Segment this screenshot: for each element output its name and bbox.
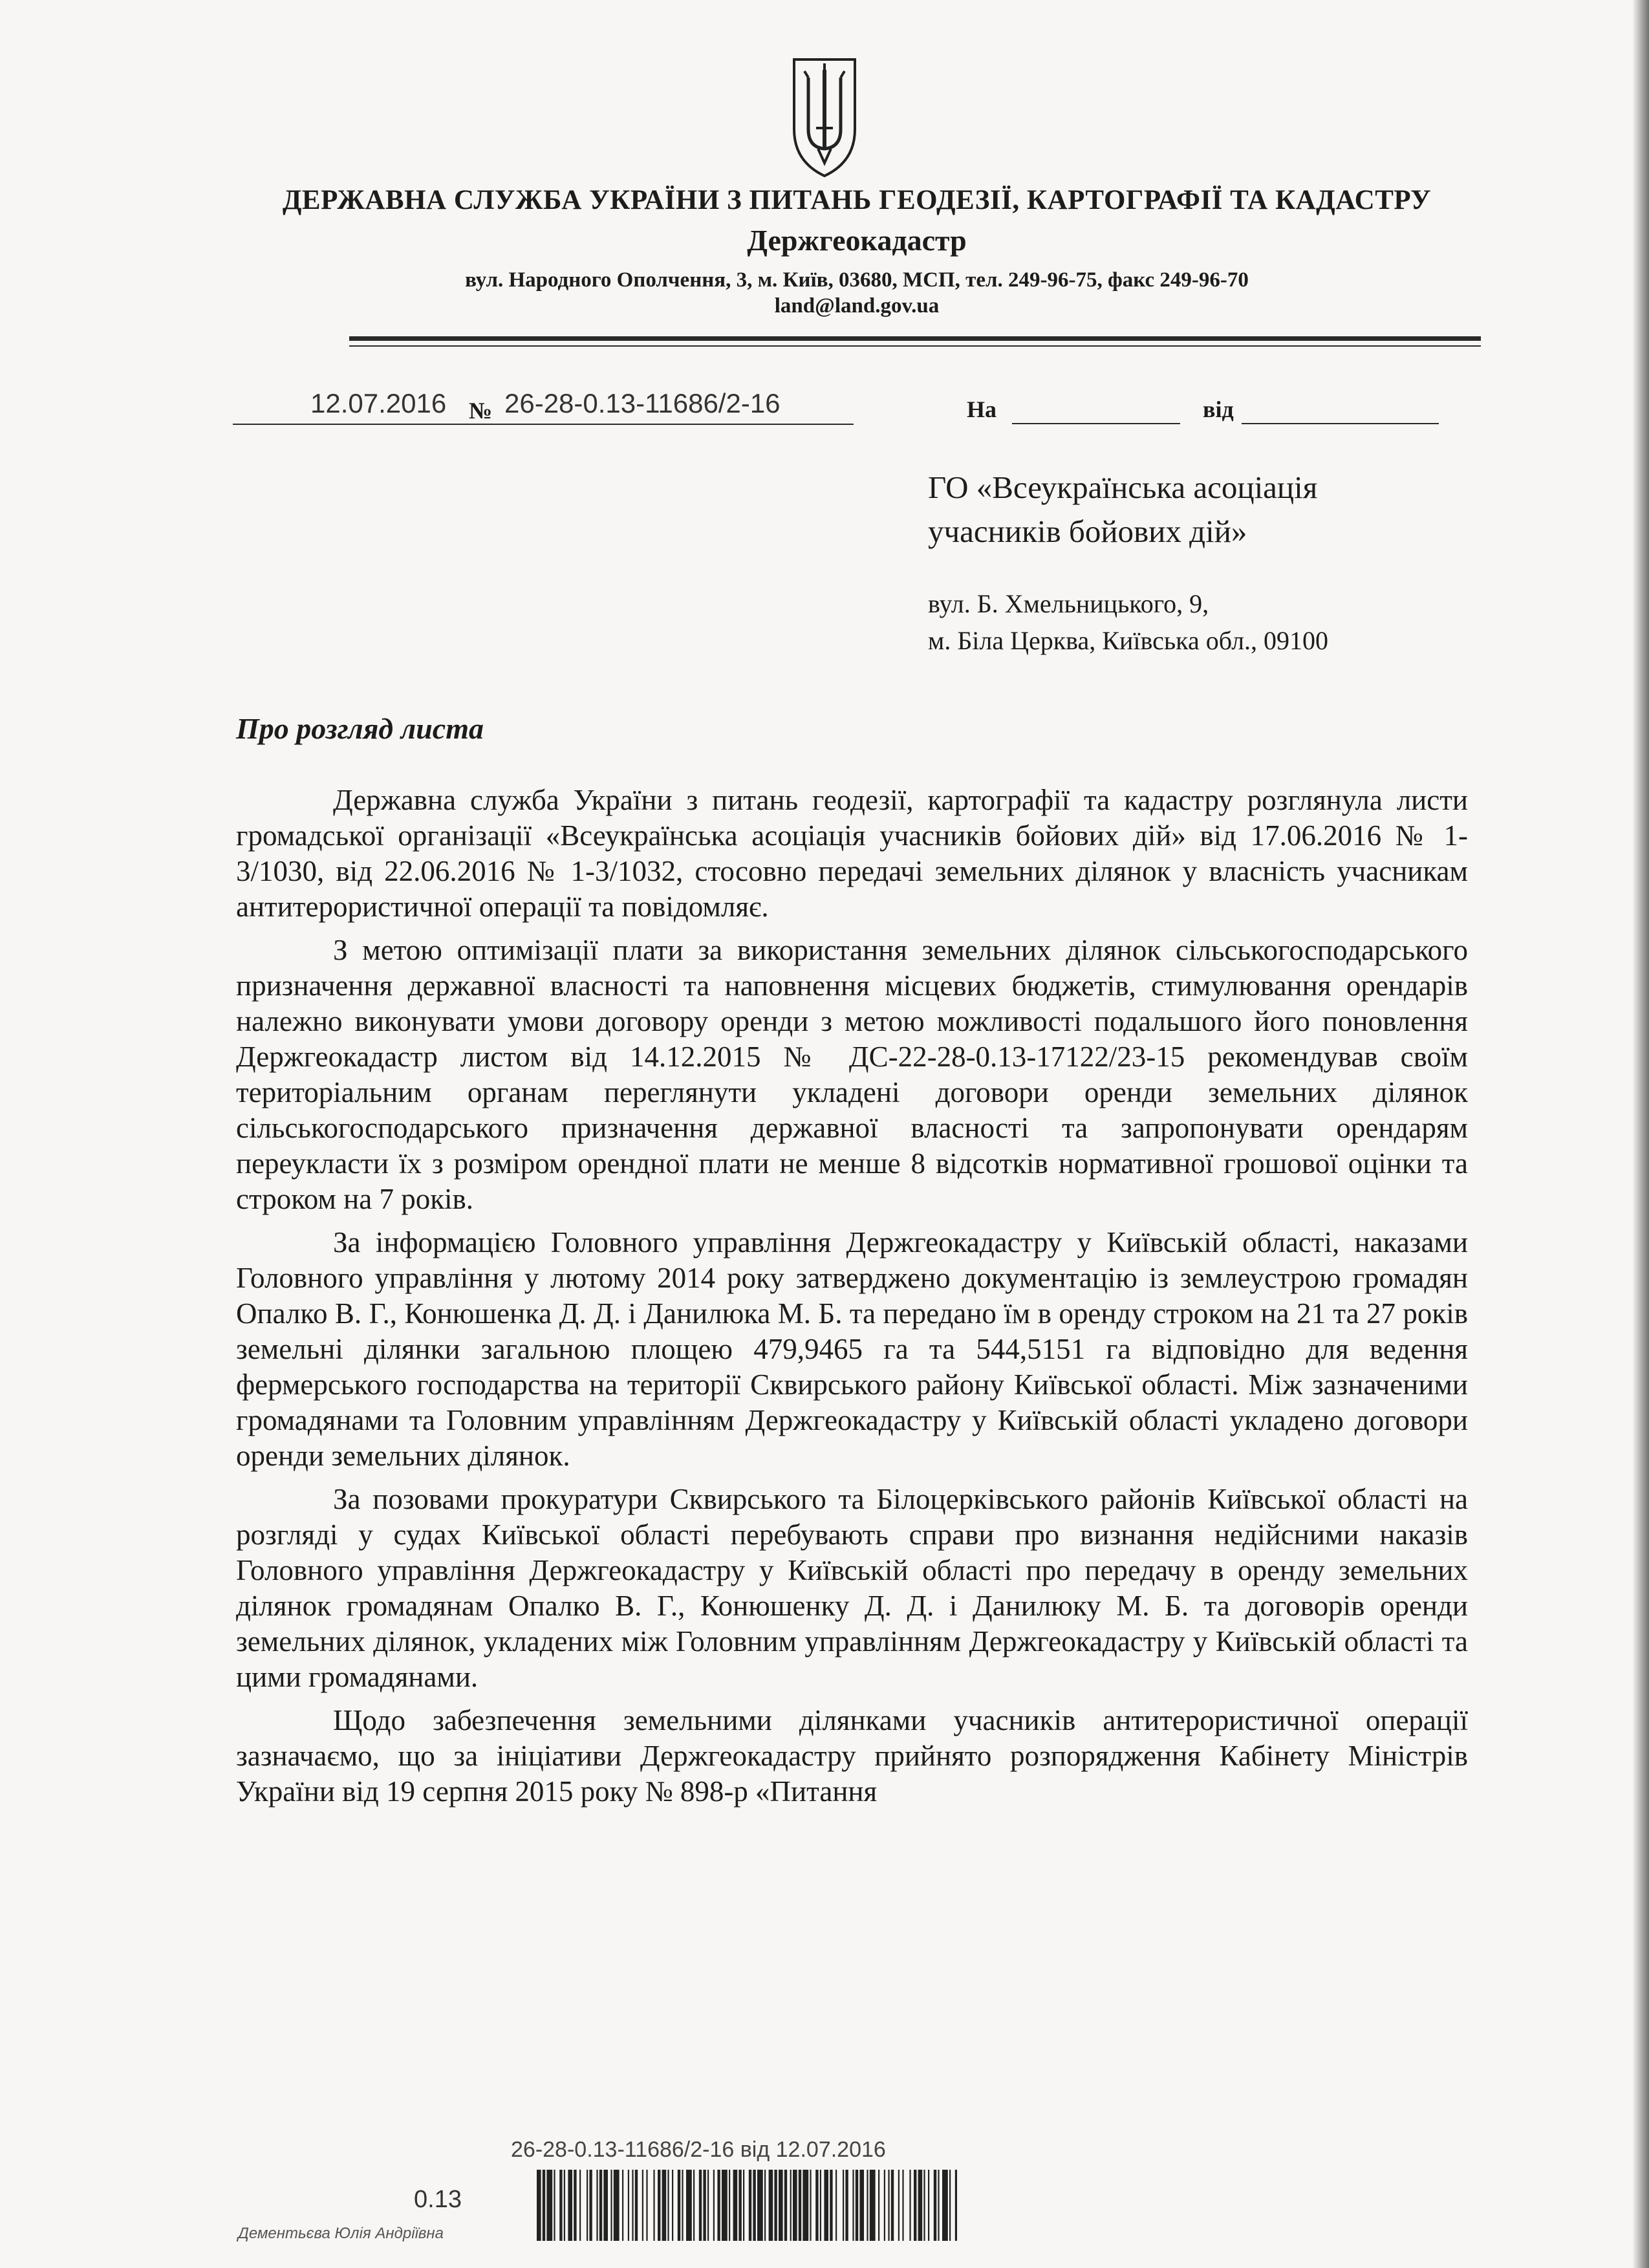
barcode-bar	[587, 2170, 588, 2241]
barcode-bar	[537, 2170, 541, 2241]
body-paragraph-5: Щодо забезпечення земельними ділянками учасників антитерористичної операції зазначаємо, що за ініціативи Держгеокадастру прийнято розпорядження Кабінету Міністрів України від 19 серпня 2015 року № 898-р «Питання	[236, 1704, 1468, 1808]
barcode-bar	[845, 2170, 848, 2241]
barcode-bar	[934, 2170, 936, 2241]
barcode-bar	[738, 2170, 741, 2241]
barcode-bar	[713, 2170, 715, 2241]
barcode-bar	[729, 2170, 730, 2241]
barcode-bar	[599, 2170, 602, 2241]
recipient-line-2: учасників бойових дій»	[928, 513, 1247, 549]
barcode-bar	[764, 2170, 766, 2241]
barcode-bar	[589, 2170, 592, 2241]
barcode-bar	[596, 2170, 598, 2241]
recipient-address-line-2: м. Біла Церква, Київська обл., 09100	[928, 626, 1329, 655]
barcode-bar	[628, 2170, 629, 2241]
barcode-bar	[902, 2170, 903, 2241]
na-blank-field	[1012, 423, 1180, 424]
barcode-bar	[672, 2170, 673, 2241]
barcode-bar	[622, 2170, 623, 2241]
barcode-bar	[543, 2170, 545, 2241]
barcode-bar	[546, 2170, 552, 2241]
barcode-bar	[803, 2170, 808, 2241]
barcode-bar	[784, 2170, 787, 2241]
barcode-bar	[568, 2170, 572, 2241]
barcode-bar	[820, 2170, 821, 2241]
barcode-bar	[938, 2170, 939, 2241]
barcode-bar	[810, 2170, 811, 2241]
barcode-bar	[928, 2170, 929, 2241]
barcode-bar	[693, 2170, 695, 2241]
registration-number: 26-28-0.13-11686/2-16	[504, 388, 781, 418]
barcode-bar	[835, 2170, 837, 2241]
barcode-bar	[878, 2170, 879, 2241]
barcode-bar	[632, 2170, 633, 2241]
vid-label: від	[1203, 396, 1234, 422]
footer-executor-name: Дементьєва Юлія Андріївна	[238, 2225, 444, 2242]
registration-date: 12.07.2016	[310, 388, 447, 418]
organization-email: land@land.gov.ua	[774, 294, 940, 318]
header-divider-thick	[349, 336, 1481, 341]
barcode-bar	[653, 2170, 654, 2241]
footer-registration-stamp: 26-28-0.13-11686/2-16 від 12.07.2016	[511, 2137, 886, 2162]
registration-underline	[233, 424, 854, 425]
barcode-bar	[870, 2170, 876, 2241]
barcode-bar	[884, 2170, 885, 2241]
barcode-bar	[574, 2170, 576, 2241]
barcode-bar	[859, 2170, 864, 2241]
trident-coat-of-arms-icon	[789, 52, 860, 181]
barcode-bar	[856, 2170, 858, 2241]
barcode-bar	[757, 2170, 763, 2241]
barcode-bar	[898, 2170, 900, 2241]
barcode-bar	[658, 2170, 660, 2241]
barcode-bar	[790, 2170, 792, 2241]
barcode-bar	[955, 2170, 957, 2241]
barcode-bar	[678, 2170, 680, 2241]
header-divider-thin	[349, 345, 1481, 347]
body-paragraph-1: Державна служба України з питань геодезії, картографії та кадастру розглянула листи громадської організації «Всеукраїнська асоціація учасників бойових дій» від 17.06.2016 № 1-3/1030, від 22.06.2016 № 1-3/1032, стосовно передачі земельних ділянок у власність учасникам антитерористичної операції та повідомляє.	[236, 784, 1468, 923]
barcode-bar	[554, 2170, 555, 2241]
barcode-bar	[579, 2170, 581, 2241]
barcode-bar	[703, 2170, 706, 2241]
letter-subject: Про розгляд листа	[236, 712, 484, 745]
barcode-bar	[610, 2170, 612, 2241]
barcode-bar	[717, 2170, 720, 2241]
barcode-icon	[537, 2170, 957, 2241]
barcode-bar	[774, 2170, 777, 2241]
recipient-line-1: ГО «Всеукраїнська асоціація	[928, 470, 1318, 505]
barcode-bar	[733, 2170, 738, 2241]
barcode-bar	[793, 2170, 797, 2241]
barcode-bar	[603, 2170, 608, 2241]
registration-number-sign: №	[469, 398, 493, 424]
barcode-bar	[753, 2170, 755, 2241]
barcode-bar	[852, 2170, 854, 2241]
recipient-address-line-1: вул. Б. Хмельницького, 9,	[928, 589, 1209, 618]
barcode-bar	[559, 2170, 562, 2241]
scan-edge-shadow	[1632, 0, 1649, 2268]
barcode-bar	[699, 2170, 702, 2241]
organization-name: ДЕРЖАВНА СЛУЖБА УКРАЇНИ З ПИТАНЬ ГЕОДЕЗІЇ, КАРТОГРАФІЇ ТА КАДАСТРУ	[282, 185, 1432, 215]
footer-department-code: 0.13	[414, 2186, 462, 2213]
letter-body	[236, 783, 1468, 1817]
reply-reference-line	[967, 396, 1484, 428]
body-paragraph-4: За позовами прокуратури Сквирського та Білоцерківського районів Київської області на розгляді у судах Київської області перебувають справи про визнання недійсними наказів Головного управління Держгеокадастру у Київській області про передачу в оренду земельних ділянок громадянам Опалко В. Г., Конюшенку Д. Д. і Данилюку М. Б. та договорів оренди земельних ділянок, укладених між Головним управлінням Держгеокадастру у Київській області та цими громадянами.	[236, 1483, 1468, 1693]
barcode-bar	[830, 2170, 832, 2241]
barcode-bar	[888, 2170, 889, 2241]
organization-address: вул. Народного Ополчення, 3, м. Київ, 03680, МСП, тел. 249-96-75, факс 249-96-70	[465, 268, 1249, 292]
barcode-bar	[682, 2170, 683, 2241]
barcode-bar	[722, 2170, 727, 2241]
barcode-bar	[843, 2170, 844, 2241]
barcode-bar	[667, 2170, 669, 2241]
body-paragraph-3: За інформацією Головного управління Держгеокадастру у Київській області, наказами Головного управління у лютому 2014 року затверджено документацію із землеустрою громадян Опалко В. Г., Конюшенка Д. Д. і Данилюка М. Б. та передано їм в оренду строком на 21 та 27 років земельні ділянки загальною площею 479,9465 га та 544,5151 га відповідно для ведення фермерського господарства на території Сквирського району Київської області. Між зазначеними громадянами та Головним управлінням Держгеокадастру у Київській області укладено договори оренди земельних ділянок.	[236, 1226, 1468, 1472]
barcode-bar	[614, 2170, 620, 2241]
barcode-bar	[815, 2170, 818, 2241]
recipient-name	[928, 466, 1317, 554]
barcode-bar	[799, 2170, 801, 2241]
organization-short-name: Держгеокадастр	[747, 224, 967, 257]
barcode-bar	[942, 2170, 948, 2241]
barcode-bar	[707, 2170, 709, 2241]
barcode-bar	[662, 2170, 667, 2241]
registration-line	[233, 388, 854, 427]
barcode-bar	[949, 2170, 951, 2241]
barcode-bar	[646, 2170, 647, 2241]
barcode-bar	[635, 2170, 638, 2241]
barcode-bar	[749, 2170, 751, 2241]
barcode-bar	[914, 2170, 916, 2241]
barcode-bar	[769, 2170, 773, 2241]
barcode-bar	[779, 2170, 783, 2241]
barcode-bar	[564, 2170, 565, 2241]
barcode-bar	[642, 2170, 643, 2241]
barcode-bar	[824, 2170, 828, 2241]
vid-blank-field	[1242, 423, 1439, 424]
barcode-bar	[867, 2170, 868, 2241]
barcode-bar	[686, 2170, 692, 2241]
barcode-bar	[909, 2170, 911, 2241]
barcode-bar	[918, 2170, 923, 2241]
barcode-bar	[891, 2170, 894, 2241]
barcode-bar	[743, 2170, 744, 2241]
body-paragraph-2: З метою оптимізації плати за використання земельних ділянок сільськогосподарського призначення державної власності та наповнення місцевих бюджетів, стимулювання орендарів належно виконувати умови договору оренди з метою можливості подальшого його поновлення Держгеокадастр листом від 14.12.2015 № ДС-22-28-0.13-17122/23-15 рекомендував своїм територіальним органам переглянути укладені договори оренди земельних ділянок сільськогосподарського призначення державної власності та запропонувати орендарям переукласти їх з розміром орендної плати не менше 8 відсотків нормативної грошової оцінки та строком на 7 років.	[236, 934, 1468, 1215]
na-label: На	[967, 396, 997, 422]
barcode-bar	[923, 2170, 925, 2241]
recipient-address	[928, 585, 1328, 659]
